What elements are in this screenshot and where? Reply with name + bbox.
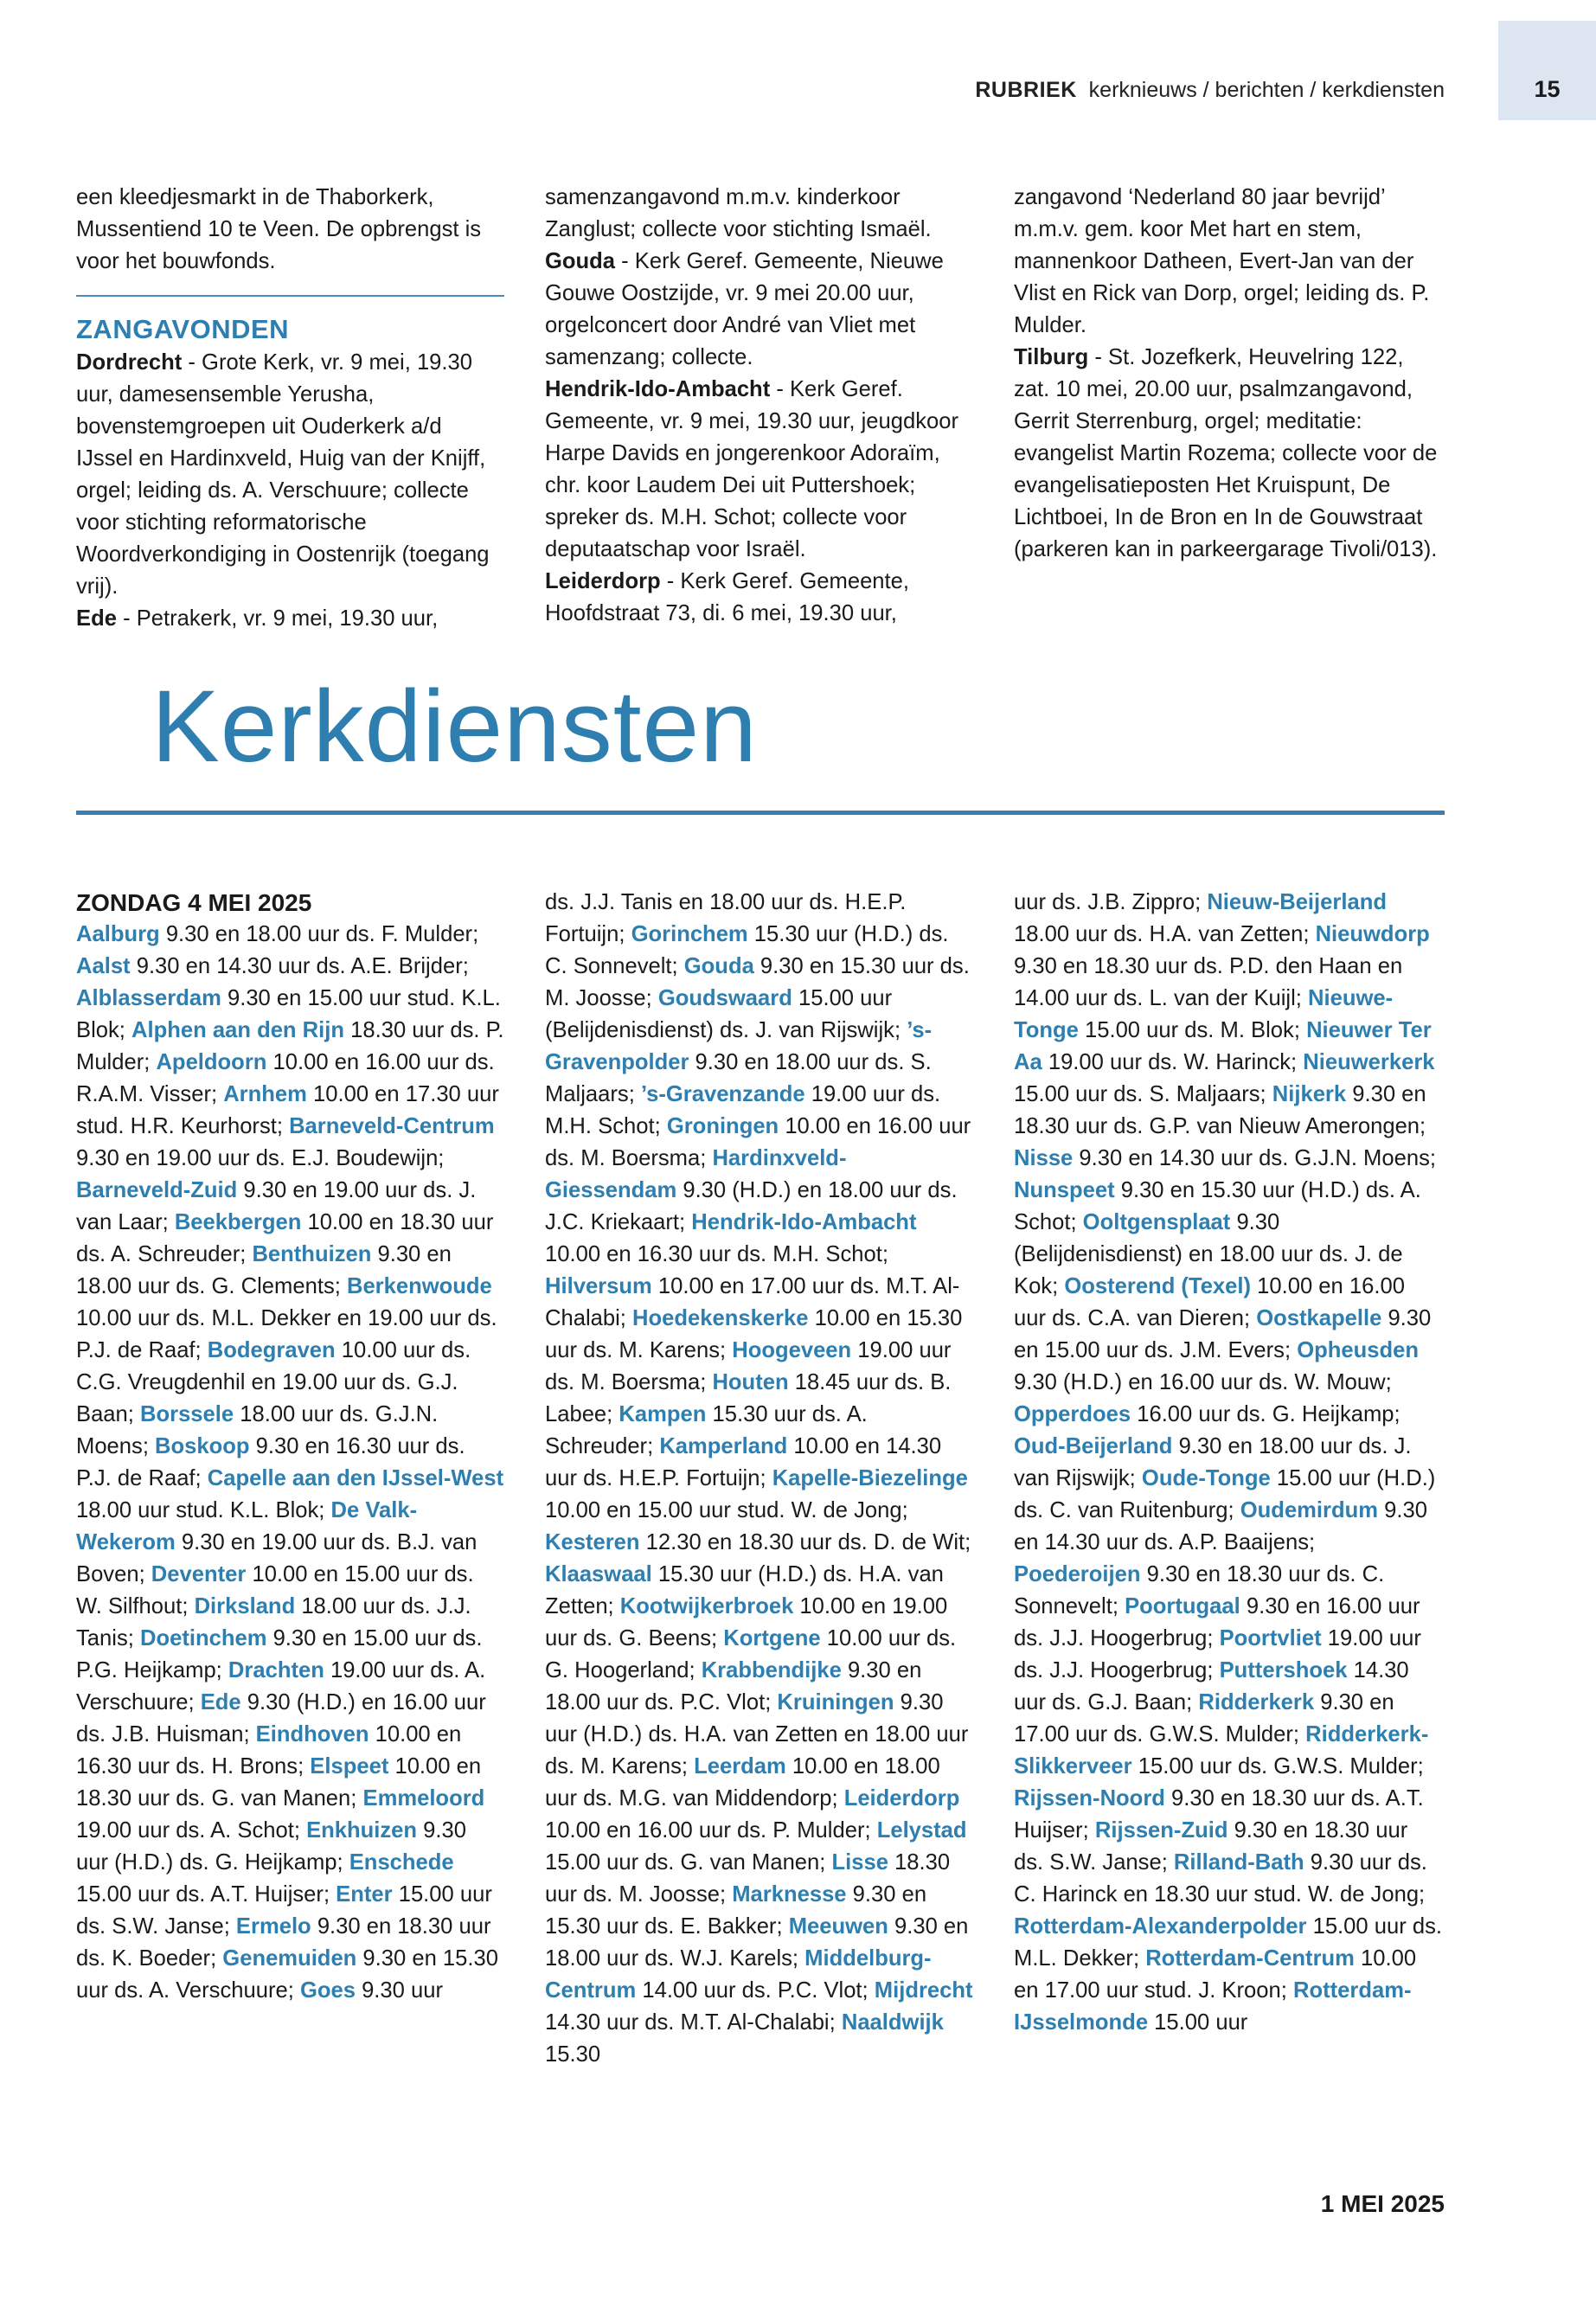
service-text: 19.00 uur ds. W. Harinck; — [1042, 1050, 1304, 1074]
service-place: Aalst — [76, 954, 131, 978]
service-text: 10.00 en 16.00 uur ds. M. Boersma; — [545, 1114, 971, 1170]
service-place: De Valk-Wekerom — [76, 1498, 418, 1554]
service-place: Genemuiden — [222, 1946, 357, 1971]
service-place: Borssele — [140, 1402, 234, 1426]
service-text: 15.00 uur (H.D.) ds. C. van Ruitenburg; — [1014, 1466, 1436, 1522]
service-text: 10.00 uur ds. M.L. Dekker en 19.00 uur ds. P.J. de Raaf; — [76, 1306, 497, 1362]
service-place: Poortugaal — [1125, 1594, 1240, 1618]
entry-place: Hendrik-Ido-Ambacht — [545, 377, 771, 401]
service-list — [1014, 887, 1442, 2039]
service-place: Mijdrecht — [874, 1978, 973, 2003]
service-text: 15.00 uur ds. A.T. Huijser; — [76, 1882, 337, 1907]
service-place: Elspeet — [310, 1754, 389, 1779]
service-text: 15.00 uur — [1148, 2010, 1248, 2035]
service-place: Nieuw-Beijerland — [1207, 890, 1387, 914]
entry-text: - Petrakerk, vr. 9 mei, 19.30 uur, — [116, 606, 439, 631]
section-divider — [76, 295, 504, 297]
service-text: 9.30 en 17.00 uur ds. G.W.S. Mulder; — [1014, 1690, 1394, 1747]
top-column-3 — [1014, 182, 1442, 566]
service-text: 18.00 uur ds. H.A. van Zetten; — [1014, 922, 1316, 946]
entry-list — [1014, 342, 1442, 566]
service-place: Klaaswaal — [545, 1562, 652, 1586]
entry-place: Dordrecht — [76, 350, 183, 375]
service-place: Kamperland — [659, 1434, 788, 1458]
service-text: 15.00 uur ds. G.W.S. Mulder; — [1131, 1754, 1424, 1779]
service-place: ’s-Gravenpolder — [545, 1018, 933, 1074]
service-place: Goudswaard — [657, 986, 792, 1010]
service-text: 9.30 en 15.00 uur stud. K.L. Blok; — [76, 986, 501, 1042]
service-text: 15.30 uur (H.D.) ds. C. Sonnevelt; — [545, 922, 949, 978]
service-text: 9.30 en 18.30 uur ds. G.P. van Nieuw Amerongen; — [1014, 1082, 1426, 1138]
service-place: Nieuwe-Tonge — [1014, 986, 1394, 1042]
service-text: 9.30 en 15.30 uur (H.D.) ds. A. Schot; — [1014, 1178, 1421, 1234]
service-text: 9.30 (H.D.) en 16.00 uur ds. W. Mouw; — [1014, 1370, 1392, 1394]
service-text: 10.00 en 18.00 uur ds. M.G. van Middendorp; — [545, 1754, 940, 1811]
running-header — [975, 78, 1445, 103]
service-list — [545, 887, 973, 2071]
entry-text: - Grote Kerk, vr. 9 mei, 19.30 uur, damesensemble Yerusha, bovenstemgroepen uit Ouderkerk a/d IJssel en Hardinxveld, Huig van der Knijff, orgel; leiding ds. A. Verschuure; collecte voor stichting reformatorische Woordverkondiging in Oostenrijk (toegang vrij). — [76, 350, 490, 599]
service-place: Dirksland — [194, 1594, 296, 1618]
service-text: 9.30 en 14.30 uur ds. A.P. Baaijens; — [1014, 1498, 1427, 1554]
issue-date: 1 MEI 2025 — [1320, 2190, 1445, 2217]
entry-list — [76, 347, 504, 635]
service-text: 9.30 en 18.00 uur ds. F. Mulder; — [159, 922, 479, 946]
service-text: 9.30 en 18.00 uur ds. G. Clements; — [76, 1242, 452, 1298]
service-text: 15.00 uur ds. M. Blok; — [1078, 1018, 1307, 1042]
service-place: Gorinchem — [631, 922, 748, 946]
entry-text: - Kerk Geref. Gemeente, Nieuwe Gouwe Oostzijde, vr. 9 mei 20.00 uur, orgelconcert door André van Vliet met samenzang; collecte. — [545, 249, 944, 369]
service-text: 9.30 en 18.00 uur ds. S. Maljaars; — [545, 1050, 932, 1106]
service-text: 9.30 en 14.30 uur ds. G.J.N. Moens; — [1073, 1146, 1436, 1170]
service-text: 10.00 uur ds. C.G. Vreugdenhil en 19.00 uur ds. G.J. Baan; — [76, 1338, 471, 1426]
service-place: Ede — [200, 1690, 241, 1715]
service-place: Goes — [299, 1978, 356, 2003]
service-place: Berkenwoude — [346, 1274, 492, 1298]
service-text: 9.30 uur (H.D.) ds. G. Heijkamp; — [76, 1818, 466, 1875]
service-place: Oostkapelle — [1256, 1306, 1382, 1330]
service-text: 10.00 uur ds. G. Hoogerland; — [545, 1626, 957, 1682]
intro-text: zangavond ‘Nederland 80 jaar bevrijd’ m.m.v. gem. koor Met hart en stem, mannenkoor Datheen, Evert-Jan van der Vlist en Rick van Dorp, orgel; leiding ds. P. Mulder. — [1014, 185, 1430, 337]
service-place: Eindhoven — [255, 1722, 369, 1747]
service-text: 9.30 en 18.00 uur ds. W.J. Karels; — [545, 1914, 969, 1971]
service-place: Alphen aan den Rijn — [131, 1018, 345, 1042]
service-text: 18.00 uur ds. J.J. Tanis; — [76, 1594, 471, 1650]
service-place: Rotterdam-IJsselmonde — [1014, 1978, 1412, 2035]
service-place: Boskoop — [155, 1434, 250, 1458]
service-place: Nieuwdorp — [1315, 922, 1430, 946]
entry-place: Leiderdorp — [545, 569, 661, 593]
service-place: Arnhem — [223, 1082, 307, 1106]
service-text: 15.30 — [545, 2042, 601, 2067]
service-place: Opperdoes — [1014, 1402, 1131, 1426]
service-place: Aalburg — [76, 922, 160, 946]
service-text: 15.30 uur ds. A. Schreuder; — [545, 1402, 868, 1458]
intro-text: een kleedjesmarkt in de Thaborkerk, Mussentiend 10 te Veen. De opbrengst is voor het bouwfonds. — [76, 185, 482, 273]
service-text: ds. J.J. Tanis en 18.00 uur ds. H.E.P. Fortuijn; — [545, 890, 907, 946]
page-title: Kerkdiensten — [151, 670, 758, 784]
service-text: 9.30 en 18.30 uur ds. K. Boeder; — [76, 1914, 491, 1971]
entry-place: Ede — [76, 606, 117, 631]
service-place: ’s-Gravenzande — [640, 1082, 805, 1106]
service-text: 9.30 en 15.00 uur ds. J.M. Evers; — [1014, 1306, 1432, 1362]
service-text: 19.00 uur ds. J.J. Hoogerbrug; — [1014, 1626, 1421, 1682]
service-text: 15.00 uur ds. S.W. Janse; — [76, 1882, 492, 1939]
title-divider — [76, 811, 1445, 815]
page-number: 15 — [1534, 76, 1561, 102]
service-place: Rijssen-Zuid — [1094, 1818, 1228, 1843]
service-text: 18.30 uur ds. P. Mulder; — [76, 1018, 504, 1074]
service-text: 10.00 en 15.00 uur stud. W. de Jong; — [545, 1498, 908, 1522]
service-text: 9.30 en 18.30 uur ds. S.W. Janse; — [1014, 1818, 1408, 1875]
service-place: Barneveld-Zuid — [76, 1178, 238, 1202]
service-text: 14.30 uur ds. G.J. Baan; — [1014, 1658, 1409, 1715]
service-text: 10.00 en 15.00 uur ds. W. Silfhout; — [76, 1562, 474, 1618]
service-place: Nieuwerkerk — [1303, 1050, 1435, 1074]
service-text: 10.00 en 18.30 uur ds. G. van Manen; — [76, 1754, 482, 1811]
service-text: 9.30 (H.D.) en 18.00 uur ds. J.C. Kriekaart; — [545, 1178, 958, 1234]
services-column-2 — [545, 887, 973, 2071]
service-text: 9.30 en 18.00 uur ds. P.C. Vlot; — [545, 1658, 922, 1715]
service-place: Hoogeveen — [732, 1338, 852, 1362]
service-place: Meeuwen — [788, 1914, 888, 1939]
service-place: Apeldoorn — [156, 1050, 267, 1074]
service-place: Leiderdorp — [843, 1786, 960, 1811]
service-text: 9.30 en 18.00 uur ds. J. van Rijswijk; — [1014, 1434, 1412, 1490]
service-text: 15.30 uur (H.D.) ds. H.A. van Zetten; — [545, 1562, 944, 1618]
service-place: Kortgene — [723, 1626, 821, 1650]
service-text: 10.00 en 18.30 uur ds. A. Schreuder; — [76, 1210, 494, 1266]
service-text: 14.00 uur ds. P.C. Vlot; — [636, 1978, 875, 2003]
service-place: Enkhuizen — [306, 1818, 418, 1843]
entry-place: Gouda — [545, 249, 616, 273]
service-text: 10.00 en 16.00 uur ds. C.A. van Dieren; — [1014, 1274, 1405, 1330]
service-place: Kampen — [619, 1402, 707, 1426]
entry-text: - St. Jozefkerk, Heuvelring 122, zat. 10 mei, 20.00 uur, psalmzangavond, Gerrit Sterrenburg, orgel; meditatie: evangelist Martin Rozema; collecte voor de evangelisatieposten Het Kruispunt, De Lichtboei, In de Bron en In de Gouwstraat (parkeren kan in parkeergarage Tivoli/013). — [1014, 345, 1438, 561]
service-place: Oud-Beijerland — [1014, 1434, 1173, 1458]
service-place: Groningen — [666, 1114, 779, 1138]
service-text: 9.30 en 19.00 uur ds. B.J. van Boven; — [76, 1530, 478, 1586]
intro-text: samenzangavond m.m.v. kinderkoor Zanglust; collecte voor stichting Ismaël. — [545, 185, 932, 241]
service-text: 9.30 en 18.30 uur ds. C. Sonnevelt; — [1014, 1562, 1385, 1618]
section-subtitle: kerknieuws / berichten / kerkdiensten — [1088, 78, 1445, 102]
service-text: 9.30 en 15.30 uur ds. M. Joosse; — [545, 954, 970, 1010]
service-place: Lelystad — [876, 1818, 967, 1843]
service-text: 18.00 uur ds. G.J.N. Moens; — [76, 1402, 439, 1458]
service-text: 9.30 en 16.00 uur ds. J.J. Hoogerbrug; — [1014, 1594, 1420, 1650]
service-text: 10.00 en 16.30 uur ds. M.H. Schot; — [545, 1242, 888, 1266]
section-label: RUBRIEK — [975, 78, 1077, 102]
service-place: Hoedekenskerke — [632, 1306, 809, 1330]
service-place: Doetinchem — [139, 1626, 267, 1650]
services-column-3 — [1014, 887, 1442, 2039]
service-place: Nunspeet — [1014, 1178, 1115, 1202]
service-text: 9.30 uur ds. C. Harinck en 18.30 uur stud. W. de Jong; — [1014, 1850, 1427, 1907]
service-text: 10.00 en 16.30 uur ds. H. Brons; — [76, 1722, 462, 1779]
service-place: Kruiningen — [777, 1690, 894, 1715]
service-place: Deventer — [151, 1562, 247, 1586]
service-place: Oosterend (Texel) — [1064, 1274, 1252, 1298]
service-place: Rotterdam-Centrum — [1145, 1946, 1355, 1971]
service-place: Hardinxveld-Giessendam — [545, 1146, 847, 1202]
service-place: Kesteren — [545, 1530, 640, 1554]
service-text: 15.00 uur ds. S. Maljaars; — [1014, 1082, 1272, 1106]
service-place: Enter — [336, 1882, 393, 1907]
service-text: 18.30 uur ds. M. Joosse; — [545, 1850, 951, 1907]
service-text: 9.30 en 19.00 uur ds. J. van Laar; — [76, 1178, 477, 1234]
service-text: 9.30 en 15.30 uur ds. E. Bakker; — [545, 1882, 927, 1939]
service-text: uur ds. J.B. Zippro; — [1014, 890, 1208, 914]
service-place: Beekbergen — [174, 1210, 302, 1234]
service-text: 19.00 uur ds. M. Boersma; — [545, 1338, 952, 1394]
service-place: Kootwijkerbroek — [619, 1594, 794, 1618]
service-text: 9.30 en 15.30 uur ds. A. Verschuure; — [76, 1946, 498, 2003]
service-text: 10.00 en 17.00 uur stud. J. Kroon; — [1014, 1946, 1417, 2003]
service-list — [76, 919, 504, 2007]
service-place: Nieuwer Ter Aa — [1014, 1018, 1432, 1074]
service-text: 9.30 uur (H.D.) ds. H.A. van Zetten en 18.00 uur ds. M. Karens; — [545, 1690, 969, 1779]
service-place: Ermelo — [235, 1914, 311, 1939]
service-place: Krabbendijke — [701, 1658, 842, 1682]
service-place: Kapelle-Biezelinge — [772, 1466, 968, 1490]
service-text: 10.00 en 17.30 uur stud. H.R. Keurhorst; — [76, 1082, 499, 1138]
service-place: Enschede — [349, 1850, 454, 1875]
top-column-2 — [545, 182, 973, 630]
service-text: 12.30 en 18.30 uur ds. D. de Wit; — [639, 1530, 971, 1554]
service-place: Nijkerk — [1272, 1082, 1347, 1106]
service-text: 19.00 uur ds. A. Verschuure; — [76, 1658, 486, 1715]
service-text: 19.00 uur ds. A. Schot; — [76, 1818, 307, 1843]
day-heading: ZONDAG 4 MEI 2025 — [76, 889, 312, 916]
service-text: 9.30 en 18.30 uur ds. P.D. den Haan en 14.00 uur ds. L. van der Kuijl; — [1014, 954, 1403, 1010]
entry-list — [545, 246, 973, 630]
service-place: Alblasserdam — [76, 986, 221, 1010]
service-place: Middelburg-Centrum — [545, 1946, 932, 2003]
entry-text: - Kerk Geref. Gemeente, Hoofdstraat 73, di. 6 mei, 19.30 uur, — [545, 569, 910, 625]
service-place: Poortvliet — [1219, 1626, 1322, 1650]
service-place: Ridderkerk-Slikkerveer — [1014, 1722, 1429, 1779]
service-place: Hilversum — [545, 1274, 652, 1298]
service-text: 10.00 en 15.30 uur ds. M. Karens; — [545, 1306, 963, 1362]
service-place: Emmeloord — [362, 1786, 485, 1811]
service-text: 9.30 (Belijdenisdienst) en 18.00 uur ds. J. de Kok; — [1014, 1210, 1403, 1298]
top-column-1 — [76, 182, 504, 635]
service-place: Hendrik-Ido-Ambacht — [691, 1210, 917, 1234]
service-place: Ooltgensplaat — [1082, 1210, 1231, 1234]
service-text: 10.00 en 14.30 uur ds. H.E.P. Fortuijn; — [545, 1434, 942, 1490]
page-number-tab — [1498, 21, 1596, 120]
service-text: 9.30 en 19.00 uur ds. E.J. Boudewijn; — [76, 1146, 445, 1170]
service-place: Poederoijen — [1014, 1562, 1141, 1586]
service-place: Benthuizen — [252, 1242, 372, 1266]
service-place: Houten — [712, 1370, 789, 1394]
service-text: 9.30 en 14.30 uur ds. A.E. Brijder; — [130, 954, 469, 978]
service-place: Capelle aan den IJssel-West — [207, 1466, 504, 1490]
service-text: 9.30 (H.D.) en 16.00 uur ds. J.B. Huisman; — [76, 1690, 486, 1747]
service-text: 9.30 en 18.30 uur ds. A.T. Huijser; — [1014, 1786, 1424, 1843]
service-place: Ridderkerk — [1198, 1690, 1315, 1715]
service-place: Oude-Tonge — [1141, 1466, 1271, 1490]
zangavonden-heading: ZANGAVONDEN — [76, 314, 290, 344]
service-text: 10.00 en 16.00 uur ds. P. Mulder; — [545, 1818, 877, 1843]
service-text: 18.00 uur stud. K.L. Blok; — [76, 1498, 331, 1522]
entry-place: Tilburg — [1014, 345, 1089, 369]
service-place: Drachten — [228, 1658, 324, 1682]
service-text: 15.00 uur ds. M.L. Dekker; — [1014, 1914, 1442, 1971]
service-place: Leerdam — [694, 1754, 786, 1779]
service-place: Bodegraven — [207, 1338, 336, 1362]
service-text: 9.30 uur — [355, 1978, 443, 2003]
service-place: Lisse — [831, 1850, 888, 1875]
service-text: 14.30 uur ds. M.T. Al-Chalabi; — [545, 2010, 842, 2035]
service-text: 10.00 en 16.00 uur ds. R.A.M. Visser; — [76, 1050, 495, 1106]
service-place: Rilland-Bath — [1173, 1850, 1304, 1875]
service-place: Rijssen-Noord — [1014, 1786, 1165, 1811]
service-place: Rotterdam-Alexanderpolder — [1014, 1914, 1307, 1939]
service-text: 10.00 en 17.00 uur ds. M.T. Al-Chalabi; — [545, 1274, 960, 1330]
entry-text: - Kerk Geref. Gemeente, vr. 9 mei, 19.30 uur, jeugdkoor Harpe Davids en jongerenkoor Adoraïm, chr. koor Laudem Dei uit Puttershoek; spreker ds. M.H. Schot; collecte voor deputaatschap voor Israël. — [545, 377, 959, 561]
service-place: Naaldwijk — [841, 2010, 944, 2035]
service-text: 18.45 uur ds. B. Labee; — [545, 1370, 952, 1426]
service-text: 10.00 en 19.00 uur ds. G. Beens; — [545, 1594, 948, 1650]
service-text: 15.00 uur ds. G. van Manen; — [545, 1850, 832, 1875]
service-place: Gouda — [683, 954, 754, 978]
service-place: Barneveld-Centrum — [289, 1114, 495, 1138]
service-text: 19.00 uur ds. M.H. Schot; — [545, 1082, 941, 1138]
service-place: Nisse — [1014, 1146, 1074, 1170]
service-place: Puttershoek — [1219, 1658, 1348, 1682]
service-text: 9.30 en 15.00 uur ds. P.G. Heijkamp; — [76, 1626, 483, 1682]
service-place: Marknesse — [732, 1882, 847, 1907]
service-text: 15.00 uur (Belijdenisdienst) ds. J. van Rijswijk; — [545, 986, 907, 1042]
service-text: 9.30 en 16.30 uur ds. P.J. de Raaf; — [76, 1434, 465, 1490]
services-column-1 — [76, 887, 504, 2007]
service-text: 16.00 uur ds. G. Heijkamp; — [1131, 1402, 1401, 1426]
service-place: Oudemirdum — [1240, 1498, 1379, 1522]
service-place: Opheusden — [1297, 1338, 1419, 1362]
